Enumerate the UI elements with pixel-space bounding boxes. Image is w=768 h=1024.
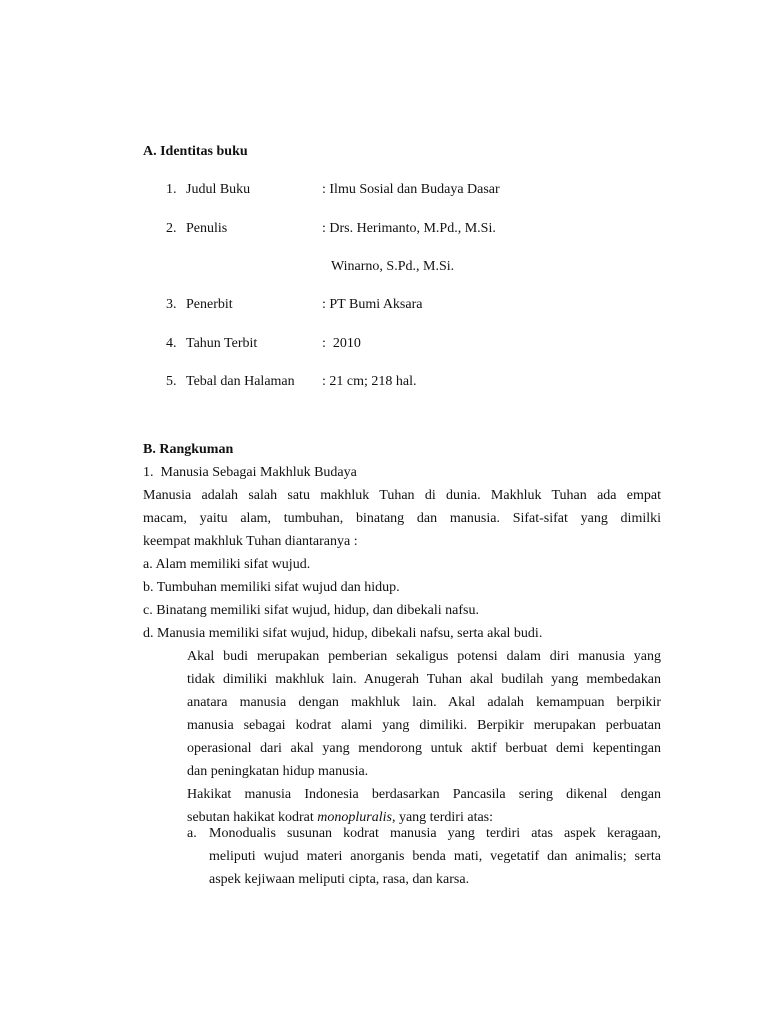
paragraph-line: tidak dimiliki makhluk lain. Anugerah Tuhan akal budilah yang membedakan bbox=[187, 672, 661, 687]
paragraph-line: Manusia adalah salah satu makhluk Tuhan di dunia. Makhluk Tuhan ada empat bbox=[143, 488, 661, 503]
section-b-subheading: 1. Manusia Sebagai Makhluk Budaya bbox=[143, 465, 357, 480]
item-label: Tahun Terbit bbox=[186, 336, 258, 351]
paragraph-line: aspek kejiwaan meliputi cipta, rasa, dan karsa. bbox=[209, 872, 470, 887]
item-label: Penerbit bbox=[186, 297, 233, 312]
paragraph-line: operasional dari akal yang mendorong untuk aktif berbuat demi kepentingan bbox=[187, 741, 661, 756]
item-number: 2. bbox=[166, 221, 177, 236]
item-number: 4. bbox=[166, 336, 177, 351]
list-item: a. Alam memiliki sifat wujud. bbox=[143, 557, 311, 572]
paragraph-line: macam, yaitu alam, tumbuhan, binatang dan manusia. Sifat-sifat yang dimilki bbox=[143, 511, 661, 526]
paragraph-line: meliputi wujud materi anorganis benda mati, vegetatif dan animalis; serta bbox=[209, 849, 661, 864]
text-run: sebutan hakikat kodrat bbox=[187, 810, 318, 825]
paragraph-line: manusia sebagai kodrat alami yang dimiliki. Berpikir merupakan perbuatan bbox=[187, 718, 661, 733]
list-item: d. Manusia memiliki sifat wujud, hidup, dibekali nafsu, serta akal budi. bbox=[143, 626, 543, 641]
item-label: Penulis bbox=[186, 221, 228, 236]
item-value: : Ilmu Sosial dan Budaya Dasar bbox=[322, 182, 500, 197]
paragraph-line: Hakikat manusia Indonesia berdasarkan Pancasila sering dikenal dengan bbox=[187, 787, 661, 802]
emphasis-term: monopluralis bbox=[317, 810, 392, 825]
item-label: Judul Buku bbox=[186, 182, 251, 197]
list-item: c. Binatang memiliki sifat wujud, hidup, dan dibekali nafsu. bbox=[143, 603, 479, 618]
item-value: : 2010 bbox=[322, 336, 361, 351]
item-number: 1. bbox=[166, 182, 177, 197]
section-a-heading: A. Identitas buku bbox=[143, 144, 248, 159]
list-item: b. Tumbuhan memiliki sifat wujud dan hidup. bbox=[143, 580, 400, 595]
item-value: : 21 cm; 218 hal. bbox=[322, 374, 417, 389]
sub-item-marker: a. bbox=[187, 826, 197, 841]
item-value: : PT Bumi Aksara bbox=[322, 297, 423, 312]
section-b-heading: B. Rangkuman bbox=[143, 442, 234, 457]
item-label: Tebal dan Halaman bbox=[186, 374, 295, 389]
text-run: , yang terdiri atas: bbox=[391, 810, 494, 825]
paragraph-line: Monodualis susunan kodrat manusia yang terdiri atas aspek keragaan, bbox=[209, 826, 661, 841]
paragraph-line: Akal budi merupakan pemberian sekaligus potensi dalam diri manusia yang bbox=[187, 649, 661, 664]
item-number: 5. bbox=[166, 374, 177, 389]
item-value: : Drs. Herimanto, M.Pd., M.Si. bbox=[322, 221, 496, 236]
item-value: Winarno, S.Pd., M.Si. bbox=[331, 259, 455, 274]
paragraph-line: anatara manusia dengan makhluk lain. Akal adalah kemampuan berpikir bbox=[187, 695, 661, 710]
paragraph-line: dan peningkatan hidup manusia. bbox=[187, 764, 369, 779]
item-number: 3. bbox=[166, 297, 177, 312]
paragraph-line: keempat makhluk Tuhan diantaranya : bbox=[143, 534, 358, 549]
